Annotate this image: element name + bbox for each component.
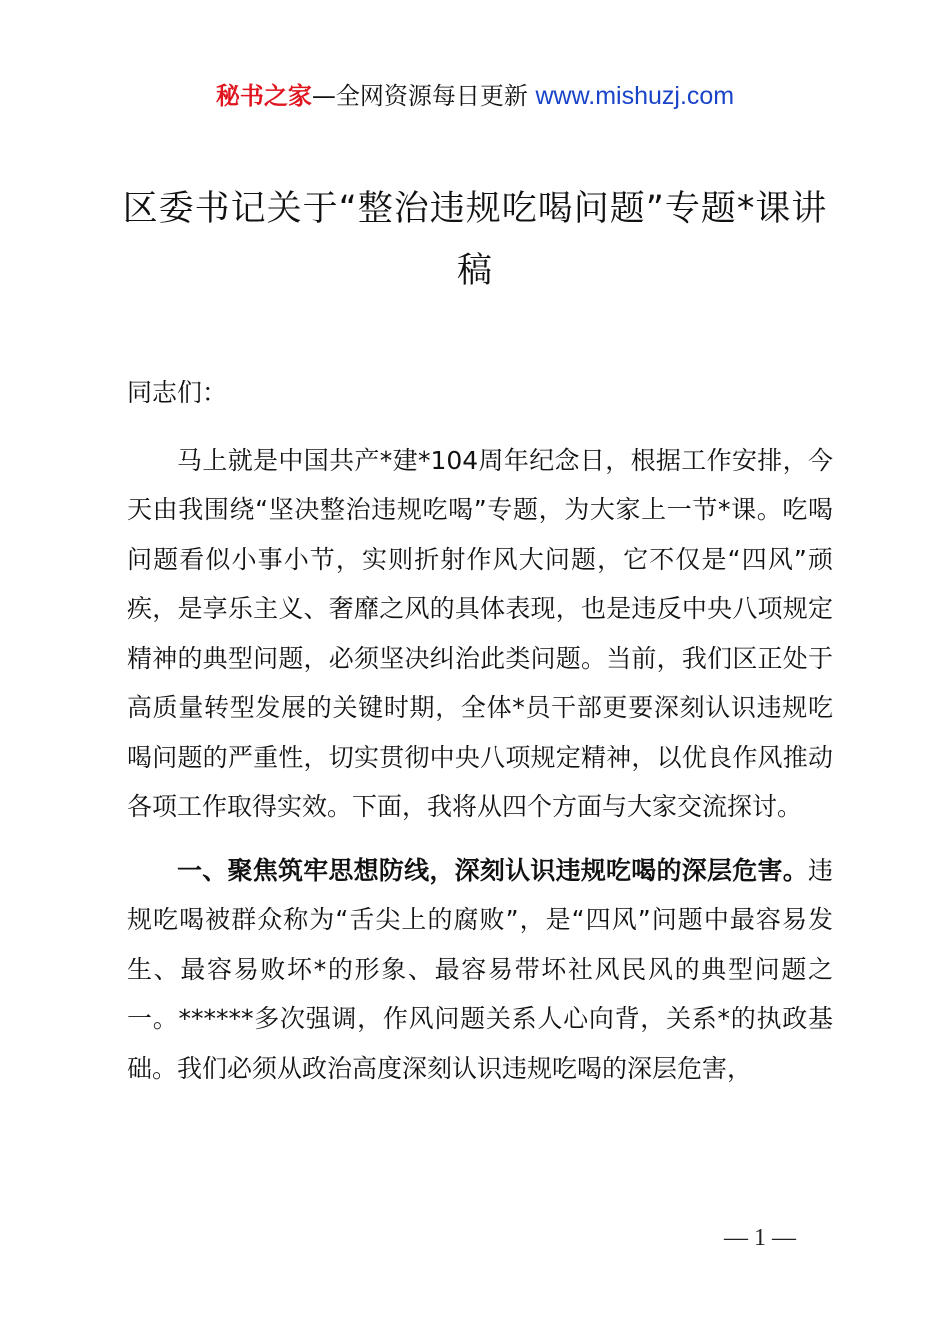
site-tagline: —全网资源每日更新 (311, 82, 536, 110)
site-brand: 秘书之家 (215, 82, 312, 110)
paragraph-intro: 马上就是中国共产*建*104周年纪念日，根据工作安排，今天由我围绕“坚决整治违规吃喝”专题，为大家上一节*课。吃喝问题看似小事小节，实则折射作风大问题，它不仅是“四风”顽疾，是享乐主义、奢靡之风的具体表现，也是违反中央八项规定精神的典型问题，必须坚决纠治此类问题。当前，我们区正处于高质量转型发展的关键时期，全体*员干部更要深刻认识违规吃喝问题的严重性，切实贯彻中央八项规定精神，以优良作风推动各项工作取得实效。下面，我将从四个方面与大家交流探讨。 (127, 445, 833, 821)
section-1-heading: 一、聚焦筑牢思想防线，深刻认识违规吃喝的深层危害。 (177, 855, 808, 885)
greeting: 同志们： (127, 378, 228, 407)
document-title: 区委书记关于“整治违规吃喝问题”专题*课讲稿 (122, 189, 828, 291)
document-body (127, 368, 833, 1093)
site-header (0, 80, 950, 112)
paragraph-section-1 (127, 846, 833, 1094)
page-number: — 1 — (724, 1225, 796, 1251)
site-url-link[interactable]: www.mishuzj.com (535, 82, 735, 110)
section-1-text: 违规吃喝被群众称为“舌尖上的腐败”，是“四风”问题中最容易发生、最容易败坏*的形象、最容易带坏社风民风的典型问题之一。******多次强调，作风问题关系人心向背，关系*的执政基础。我们必须从政治高度深刻认识违规吃喝的深层危害， (127, 855, 833, 1083)
